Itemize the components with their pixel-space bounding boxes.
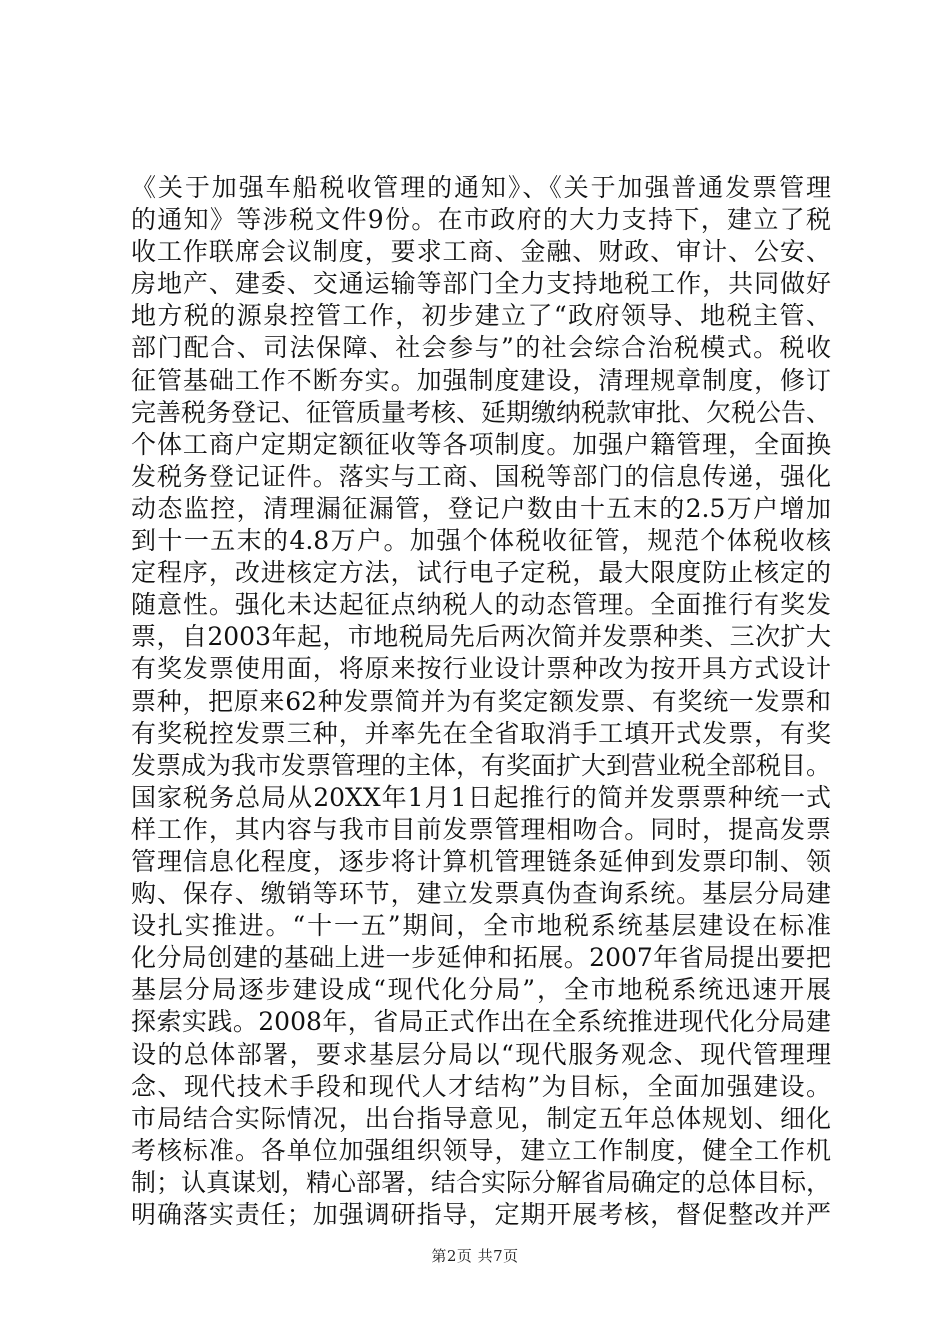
- text-line: 完善税务登记、征管质量考核、延期缴纳税款审批、欠税公告、: [131, 397, 832, 427]
- text-line: 发税务登记证件。落实与工商、国税等部门的信息传递，强化: [131, 461, 831, 491]
- text-line: 有奖发票使用面，将原来按行业设计票种改为按开具方式设计: [131, 654, 831, 684]
- text-line: 票种，把原来62种发票简并为有奖定额发票、有奖统一发票和: [131, 686, 831, 716]
- text-line: 有奖税控发票三种，并率先在全省取消手工填开式发票，有奖: [131, 718, 831, 748]
- text-line: 化分局创建的基础上进一步延伸和拓展。2007年省局提出要把: [131, 943, 831, 973]
- text-line: 票，自2003年起，市地税局先后两次简并发票种类、三次扩大: [131, 622, 831, 652]
- body-paragraph: [131, 172, 831, 1231]
- text-line: 市局结合实际情况，出台指导意见，制定五年总体规划、细化: [131, 1103, 831, 1133]
- text-line: 发票成为我市发票管理的主体，有奖面扩大到营业税全部税目。: [131, 750, 832, 780]
- text-line: 的通知》等涉税文件9份。在市政府的大力支持下，建立了税: [131, 205, 831, 235]
- text-line: 个体工商户定期定额征收等各项制度。加强户籍管理，全面换: [131, 429, 831, 459]
- text-line: 国家税务总局从20XX年1月1日起推行的简并发票票种统一式: [131, 782, 831, 812]
- text-line: 明确落实责任；加强调研指导，定期开展考核，督促整改并严: [131, 1200, 831, 1229]
- text-line: 随意性。强化未达起征点纳税人的动态管理。全面推行有奖发: [131, 590, 831, 620]
- text-line: 动态监控，清理漏征漏管，登记户数由十五末的2.5万户增加: [131, 493, 831, 523]
- text-line: 设的总体部署，要求基层分局以“现代服务观念、现代管理理: [131, 1039, 831, 1069]
- text-line: 考核标准。各单位加强组织领导，建立工作制度，健全工作机: [131, 1135, 831, 1165]
- text-line: 制；认真谋划，精心部署，结合实际分解省局确定的总体目标，: [131, 1167, 832, 1197]
- text-line: 探索实践。2008年，省局正式作出在全系统推进现代化分局建: [131, 1007, 831, 1037]
- text-line: 样工作，其内容与我市目前发票管理相吻合。同时，提高发票: [131, 814, 831, 844]
- text-line: 部门配合、司法保障、社会参与”的社会综合治税模式。税收: [131, 333, 831, 363]
- text-line: 购、保存、缴销等环节，建立发票真伪查询系统。基层分局建: [131, 879, 831, 909]
- text-line: 征管基础工作不断夯实。加强制度建设，清理规章制度，修订: [131, 365, 831, 395]
- text-line: 到十一五末的4.8万户。加强个体税收征管，规范个体税收核: [131, 526, 831, 556]
- page-footer: 第2页 共7页: [431, 1247, 519, 1265]
- text-line: 房地产、建委、交通运输等部门全力支持地税工作，共同做好: [131, 269, 831, 299]
- text-line: 地方税的源泉控管工作，初步建立了“政府领导、地税主管、: [131, 301, 831, 331]
- text-line: 设扎实推进。“十一五”期间，全市地税系统基层建设在标准: [131, 911, 831, 941]
- text-line: 念、现代技术手段和现代人才结构”为目标，全面加强建设。: [131, 1071, 831, 1101]
- text-line: 定程序，改进核定方法，试行电子定税，最大限度防止核定的: [131, 558, 831, 588]
- text-line: 收工作联席会议制度，要求工商、金融、财政、审计、公安、: [131, 237, 831, 267]
- text-line: 管理信息化程度，逐步将计算机管理链条延伸到发票印制、领: [131, 846, 831, 876]
- text-line: 基层分局逐步建设成“现代化分局”，全市地税系统迅速开展: [131, 975, 831, 1005]
- text-line: 《关于加强车船税收管理的通知》、《关于加强普通发票管理: [131, 173, 831, 202]
